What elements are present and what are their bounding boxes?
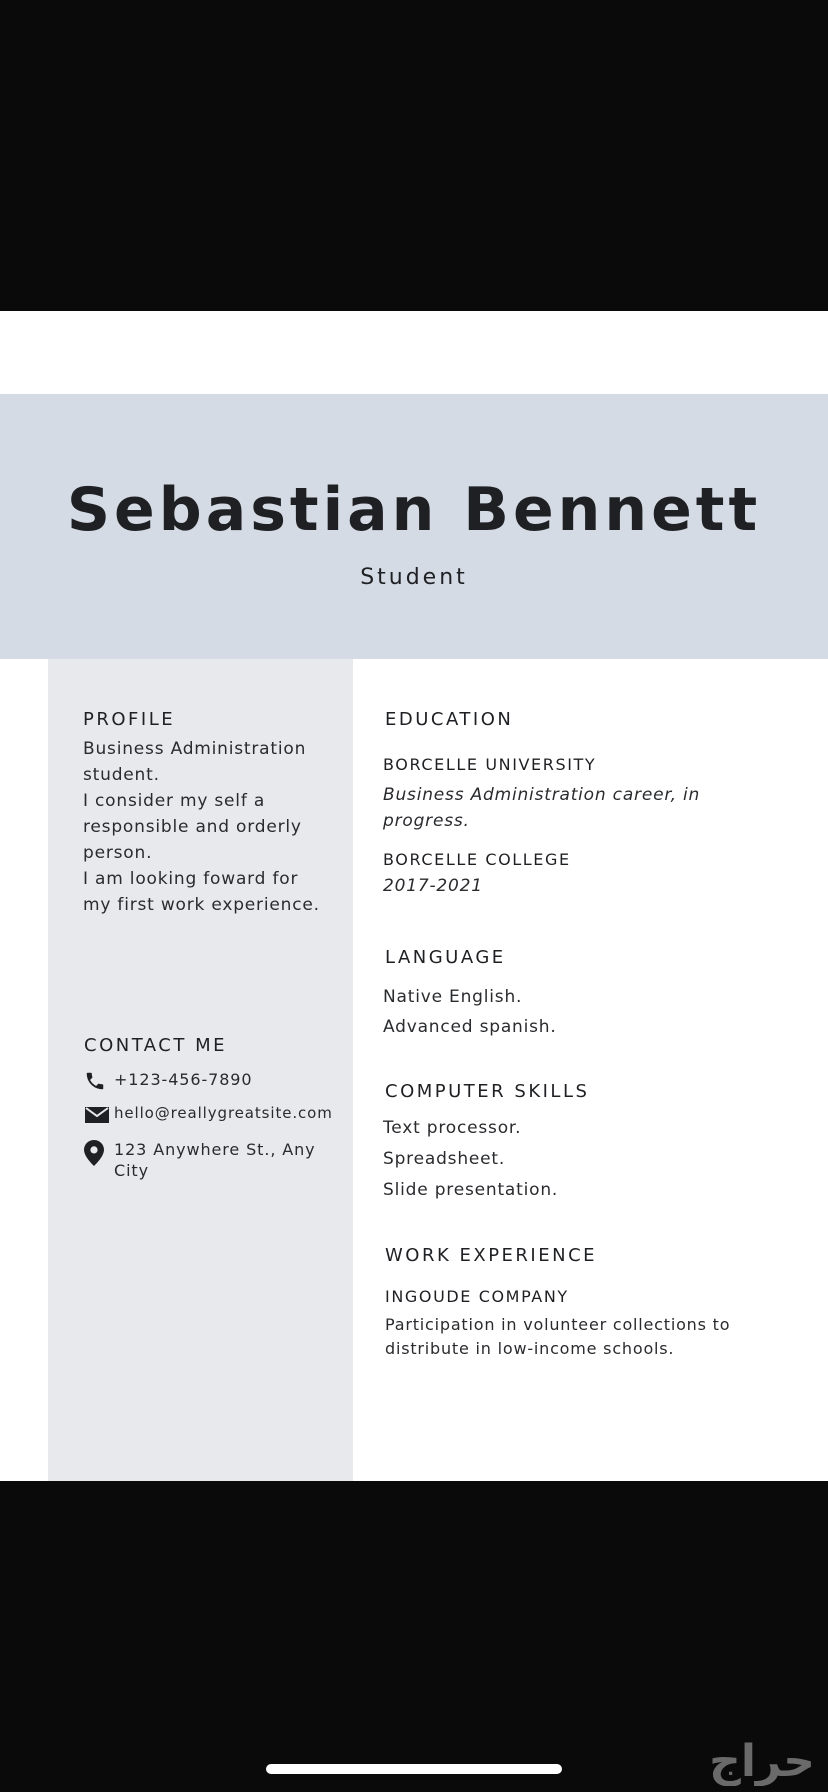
haraj-logo xyxy=(590,1736,820,1786)
skill-item: Slide presentation. xyxy=(383,1180,559,1200)
profile-line: my first work experience. xyxy=(83,895,320,915)
contact-email xyxy=(84,1103,333,1127)
college-years: 2017-2021 xyxy=(383,876,483,896)
email-value: hello@reallygreatsite.com xyxy=(114,1104,333,1122)
location-pin-icon xyxy=(84,1139,114,1167)
work-description xyxy=(385,1313,805,1361)
profile-line: responsible and orderly xyxy=(83,817,302,837)
watermark-text: حراج xyxy=(709,1736,815,1786)
address-line: City xyxy=(114,1161,149,1180)
work-desc-line: distribute in low-income schools. xyxy=(385,1339,675,1358)
university-detail xyxy=(383,782,803,834)
profile-line: Business Administration xyxy=(83,739,307,759)
candidate-role: Student xyxy=(360,565,468,590)
resume-page xyxy=(0,311,828,1481)
profile-text xyxy=(83,736,343,918)
candidate-name: Sebastian Bennett xyxy=(66,475,762,545)
university-detail-line: Business Administration career, in xyxy=(383,785,701,805)
profile-heading: PROFILE xyxy=(83,709,176,730)
profile-line: I am looking foward for xyxy=(83,869,299,889)
profile-line: student. xyxy=(83,765,160,785)
skill-item: Spreadsheet. xyxy=(383,1149,506,1169)
work-desc-line: Participation in volunteer collections to xyxy=(385,1315,731,1334)
contact-phone xyxy=(84,1069,252,1093)
language-item: Advanced spanish. xyxy=(383,1017,557,1037)
work-heading: WORK EXPERIENCE xyxy=(385,1245,598,1266)
address-value xyxy=(114,1139,316,1181)
language-item: Native English. xyxy=(383,987,523,1007)
college-name: BORCELLE COLLEGE xyxy=(383,850,571,869)
profile-line: I consider my self a xyxy=(83,791,266,811)
address-line: 123 Anywhere St., Any xyxy=(114,1140,316,1159)
university-detail-line: progress. xyxy=(383,811,470,831)
profile-line: person. xyxy=(83,843,153,863)
phone-icon xyxy=(84,1069,114,1093)
university-name: BORCELLE UNIVERSITY xyxy=(383,755,597,774)
skills-heading: COMPUTER SKILLS xyxy=(385,1081,590,1102)
header-band xyxy=(0,394,828,659)
mail-icon xyxy=(84,1103,114,1127)
language-heading: LANGUAGE xyxy=(385,947,506,968)
education-heading: EDUCATION xyxy=(385,709,514,730)
phone-value: +123-456-7890 xyxy=(114,1070,253,1089)
company-name: INGOUDE COMPANY xyxy=(385,1287,569,1306)
contact-heading: CONTACT ME xyxy=(84,1035,227,1056)
contact-address xyxy=(84,1139,316,1181)
home-indicator[interactable] xyxy=(266,1764,562,1774)
skill-item: Text processor. xyxy=(383,1118,522,1138)
